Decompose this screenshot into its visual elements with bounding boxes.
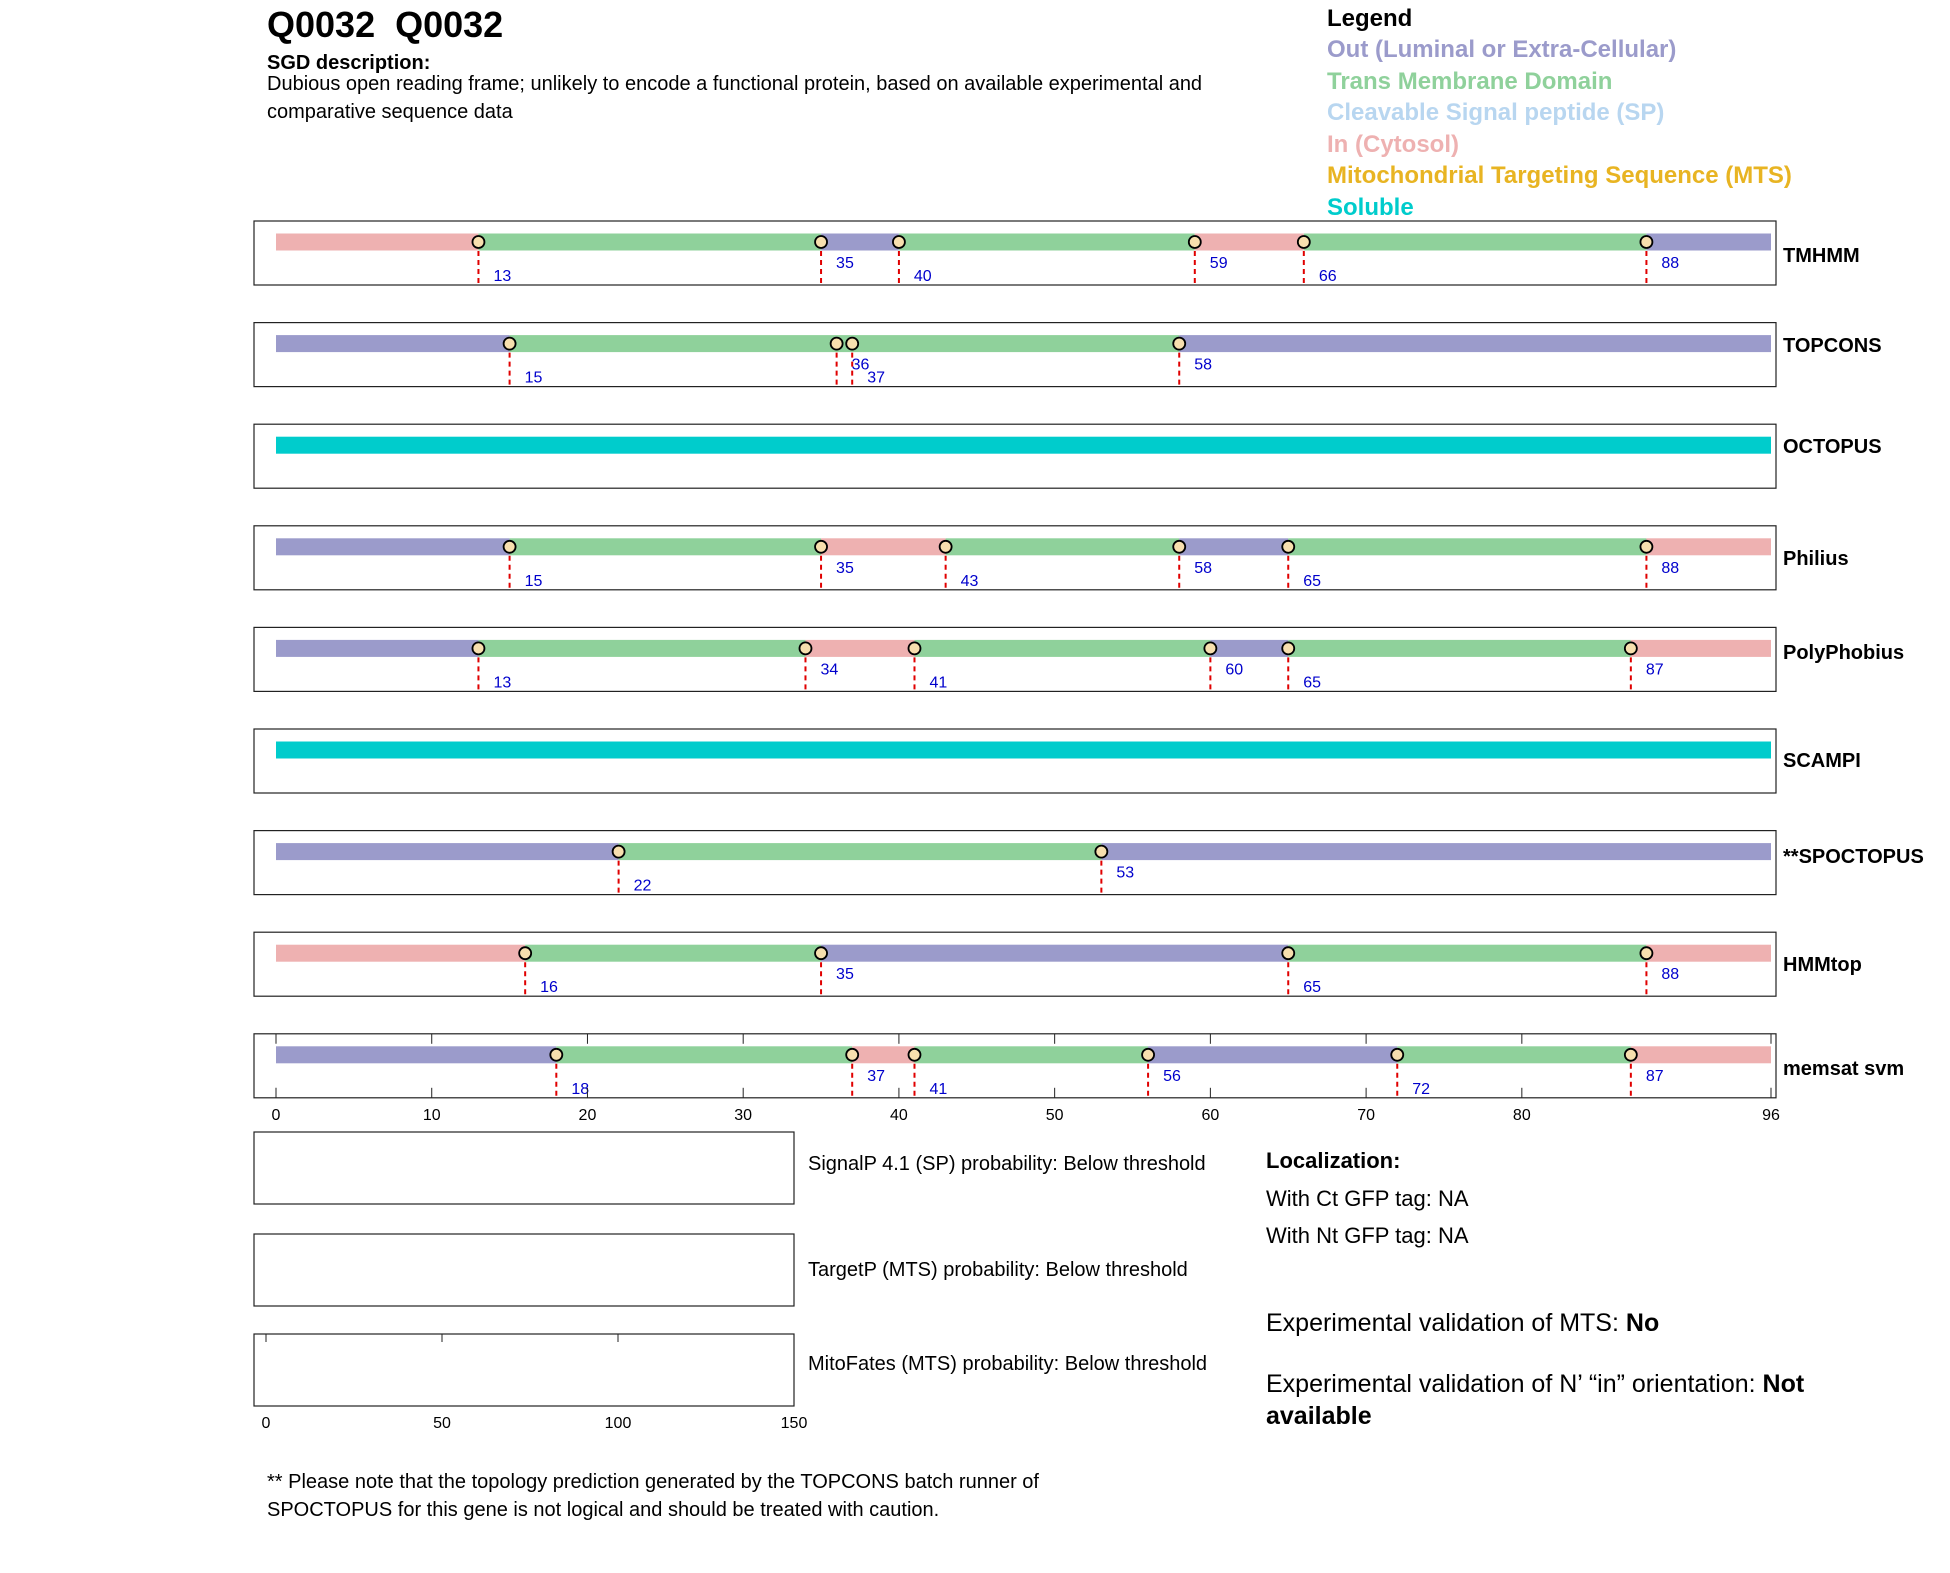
track-3-segment-6 <box>1646 538 1771 555</box>
track-1-segment-1 <box>510 335 1180 352</box>
track-7-segment-1 <box>525 945 821 962</box>
mts-validation-label: Experimental validation of MTS: <box>1266 1309 1626 1337</box>
track-3-pos-label-1: 35 <box>836 559 854 577</box>
track-8-marker-5 <box>1625 1049 1637 1061</box>
legend-item-sp: Cleavable Signal peptide (SP) <box>1327 99 1665 126</box>
track-8-pos-label-1: 37 <box>867 1067 885 1085</box>
track-name-4: PolyPhobius <box>1783 642 1905 664</box>
track-4-segment-6 <box>1631 640 1771 657</box>
track-6-marker-0 <box>613 846 625 858</box>
prob-axis-tick-label-0: 0 <box>261 1415 271 1432</box>
track-3-pos-label-3: 58 <box>1194 559 1213 577</box>
prob-panel-1 <box>254 1234 794 1306</box>
track-name-8: memsat svm <box>1783 1058 1905 1080</box>
track-3-pos-label-2: 43 <box>960 572 979 590</box>
track-0-pos-label-5: 88 <box>1661 255 1680 272</box>
prob-panel-0 <box>254 1132 794 1204</box>
localization-ct: With Ct GFP tag: NA <box>1266 1186 1469 1211</box>
localization-title: Localization: <box>1266 1148 1401 1173</box>
track-0-marker-4 <box>1298 236 1310 248</box>
track-1-pos-label-3: 58 <box>1194 356 1213 374</box>
prob-axis-tick-label-1: 50 <box>433 1415 451 1432</box>
track-8-pos-label-4: 72 <box>1412 1080 1431 1098</box>
legend-item-out: Out (Luminal or Extra-Cellular) <box>1327 36 1677 63</box>
track-3-segment-2 <box>821 538 946 555</box>
track-1-pos-label-1: 36 <box>851 356 870 374</box>
track-0-marker-0 <box>472 236 484 248</box>
n-in-validation-label: Experimental validation of N’ “in” orientation: <box>1266 1370 1763 1398</box>
track-4-segment-3 <box>914 640 1210 657</box>
track-frame-8 <box>254 1034 1776 1098</box>
track-8-segment-1 <box>556 1046 852 1063</box>
track-2-segment-0 <box>276 437 1771 454</box>
track-4-marker-2 <box>908 642 920 654</box>
track-3-segment-1 <box>510 538 821 555</box>
track-0-marker-1 <box>815 236 827 248</box>
track-4-pos-label-4: 65 <box>1303 674 1322 692</box>
axis-tick-label-0: 0 <box>271 1106 281 1124</box>
track-0-pos-label-1: 35 <box>836 255 854 272</box>
track-name-2: OCTOPUS <box>1783 436 1882 458</box>
track-4-pos-label-0: 13 <box>493 674 512 692</box>
axis-tick-label-5: 50 <box>1045 1106 1064 1124</box>
track-7-marker-2 <box>1282 947 1294 959</box>
track-0-pos-label-4: 66 <box>1318 268 1337 285</box>
track-8-segment-3 <box>914 1046 1148 1063</box>
signalp-label: SignalP 4.1 (SP) probability: Below threshold <box>808 1153 1206 1175</box>
track-8-marker-2 <box>908 1049 920 1061</box>
prob-axis-tick-label-3: 150 <box>780 1415 808 1432</box>
track-6-segment-2 <box>1101 843 1771 860</box>
track-7-segment-4 <box>1646 945 1771 962</box>
track-1-marker-0 <box>504 338 516 350</box>
track-1-marker-1 <box>831 338 843 350</box>
track-4-marker-1 <box>799 642 811 654</box>
axis-tick-label-9: 96 <box>1762 1106 1780 1124</box>
track-name-3: Philius <box>1783 548 1849 570</box>
track-4-pos-label-1: 34 <box>820 661 839 679</box>
axis-tick-label-6: 60 <box>1201 1106 1220 1124</box>
page-title: Q0032 Q0032 <box>267 4 504 45</box>
prob-panel-2 <box>254 1334 794 1406</box>
legend-item-in: In (Cytosol) <box>1327 130 1459 158</box>
track-frame-4 <box>254 627 1776 691</box>
track-3-marker-1 <box>815 541 827 553</box>
track-0-pos-label-0: 13 <box>493 268 512 285</box>
targetp-label: TargetP (MTS) probability: Below threshold <box>808 1259 1188 1281</box>
track-4-segment-1 <box>478 640 805 657</box>
track-frame-1 <box>254 323 1776 387</box>
track-7-pos-label-1: 35 <box>836 966 854 984</box>
track-4-marker-0 <box>472 642 484 654</box>
track-3-marker-3 <box>1173 541 1185 553</box>
track-3-pos-label-0: 15 <box>524 572 543 590</box>
track-0-marker-3 <box>1189 236 1201 248</box>
track-8-pos-label-2: 41 <box>929 1080 948 1098</box>
track-5-segment-0 <box>276 742 1771 759</box>
track-8-marker-0 <box>550 1049 562 1061</box>
track-3-segment-3 <box>946 538 1180 555</box>
track-8-segment-4 <box>1148 1046 1397 1063</box>
track-3-marker-5 <box>1640 541 1652 553</box>
track-1-pos-label-0: 15 <box>524 369 543 387</box>
track-frame-5 <box>254 729 1776 793</box>
track-3-segment-5 <box>1288 538 1646 555</box>
track-0-pos-label-3: 59 <box>1209 255 1228 272</box>
track-0-marker-5 <box>1640 236 1652 248</box>
track-0-segment-4 <box>1195 234 1304 251</box>
track-0-segment-3 <box>899 234 1195 251</box>
track-name-1: TOPCONS <box>1783 335 1882 357</box>
track-7-pos-label-2: 65 <box>1303 979 1322 997</box>
track-7-marker-0 <box>519 947 531 959</box>
track-7-segment-2 <box>821 945 1288 962</box>
track-6-pos-label-1: 53 <box>1116 864 1135 882</box>
footnote: ** Please note that the topology prediction generated by the TOPCONS batch runner of SPOCTOPUS for this gene is not logical and should be treated with caution. <box>267 1471 1039 1521</box>
track-name-0: TMHMM <box>1783 245 1860 267</box>
track-name-6: **SPOCTOPUS <box>1783 846 1924 868</box>
track-4-marker-3 <box>1204 642 1216 654</box>
track-frame-7 <box>254 932 1776 996</box>
track-0-pos-label-2: 40 <box>913 268 932 285</box>
legend-item-tm: Trans Membrane Domain <box>1327 67 1613 95</box>
track-3-pos-label-4: 65 <box>1303 572 1322 590</box>
track-3-pos-label-5: 88 <box>1661 559 1680 577</box>
track-0-segment-0 <box>276 234 478 251</box>
track-7-marker-3 <box>1640 947 1652 959</box>
track-name-7: HMMtop <box>1783 954 1862 976</box>
track-4-pos-label-2: 41 <box>929 674 948 692</box>
legend-item-mts: Mitochondrial Targeting Sequence (MTS) <box>1327 162 1792 189</box>
track-4-marker-4 <box>1282 642 1294 654</box>
track-3-segment-0 <box>276 538 510 555</box>
track-4-pos-label-3: 60 <box>1225 661 1244 679</box>
track-0-segment-5 <box>1304 234 1647 251</box>
track-frame-3 <box>254 526 1776 590</box>
track-3-marker-2 <box>940 541 952 553</box>
axis-tick-label-4: 40 <box>890 1106 908 1124</box>
localization-nt: With Nt GFP tag: NA <box>1266 1223 1469 1248</box>
track-7-marker-1 <box>815 947 827 959</box>
axis-tick-label-2: 20 <box>578 1106 597 1124</box>
track-0-segment-1 <box>478 234 821 251</box>
n-in-validation <box>1266 1368 1856 1432</box>
track-0-marker-2 <box>893 236 905 248</box>
track-7-segment-0 <box>276 945 525 962</box>
track-4-segment-5 <box>1288 640 1631 657</box>
track-6-marker-1 <box>1095 846 1107 858</box>
track-0-segment-6 <box>1646 234 1771 251</box>
track-8-pos-label-3: 56 <box>1163 1067 1181 1085</box>
sgd-description-label: SGD description: <box>267 52 431 74</box>
track-8-segment-5 <box>1397 1046 1631 1063</box>
track-7-segment-3 <box>1288 945 1646 962</box>
track-1-segment-0 <box>276 335 510 352</box>
track-3-marker-0 <box>504 541 516 553</box>
track-8-segment-0 <box>276 1046 556 1063</box>
track-8-marker-3 <box>1142 1049 1154 1061</box>
track-1-pos-label-2: 37 <box>867 369 885 387</box>
prob-axis-tick-label-2: 100 <box>604 1415 632 1432</box>
track-8-marker-1 <box>846 1049 858 1061</box>
track-frame-0 <box>254 221 1776 285</box>
track-frame-2 <box>254 424 1776 488</box>
track-name-5: SCAMPI <box>1783 750 1861 772</box>
legend-item-soluble: Soluble <box>1327 193 1414 221</box>
n-in-validation-value: Not available <box>1266 1370 1805 1430</box>
track-8-pos-label-0: 18 <box>571 1080 590 1098</box>
legend-title: Legend <box>1327 5 1413 32</box>
sgd-description-text: Dubious open reading frame; unlikely to encode a functional protein, based on available experimental and comparative sequence data <box>267 73 1203 123</box>
track-1-marker-3 <box>1173 338 1185 350</box>
track-3-marker-4 <box>1282 541 1294 553</box>
track-8-segment-2 <box>852 1046 914 1063</box>
axis-tick-label-7: 70 <box>1357 1106 1376 1124</box>
track-7-pos-label-0: 16 <box>540 979 558 997</box>
track-3-segment-4 <box>1179 538 1288 555</box>
mts-validation-value: No <box>1625 1309 1660 1337</box>
track-6-pos-label-0: 22 <box>633 877 652 895</box>
track-0-segment-2 <box>821 234 899 251</box>
axis-tick-label-3: 30 <box>734 1106 753 1124</box>
axis-tick-label-8: 80 <box>1512 1106 1531 1124</box>
track-4-segment-2 <box>805 640 914 657</box>
track-6-segment-1 <box>619 843 1102 860</box>
track-frame-6 <box>254 831 1776 895</box>
track-7-pos-label-3: 88 <box>1661 966 1680 984</box>
axis-tick-label-1: 10 <box>422 1106 441 1124</box>
track-6-segment-0 <box>276 843 619 860</box>
mitofates-label: MitoFates (MTS) probability: Below threshold <box>808 1353 1208 1375</box>
track-4-segment-4 <box>1210 640 1288 657</box>
track-8-pos-label-5: 87 <box>1645 1067 1664 1085</box>
track-4-segment-0 <box>276 640 478 657</box>
track-1-marker-2 <box>846 338 858 350</box>
track-1-segment-2 <box>1179 335 1771 352</box>
track-8-segment-6 <box>1631 1046 1771 1063</box>
track-4-marker-5 <box>1625 642 1637 654</box>
track-4-pos-label-5: 87 <box>1645 661 1664 679</box>
track-8-marker-4 <box>1391 1049 1403 1061</box>
mts-validation <box>1266 1309 1659 1338</box>
